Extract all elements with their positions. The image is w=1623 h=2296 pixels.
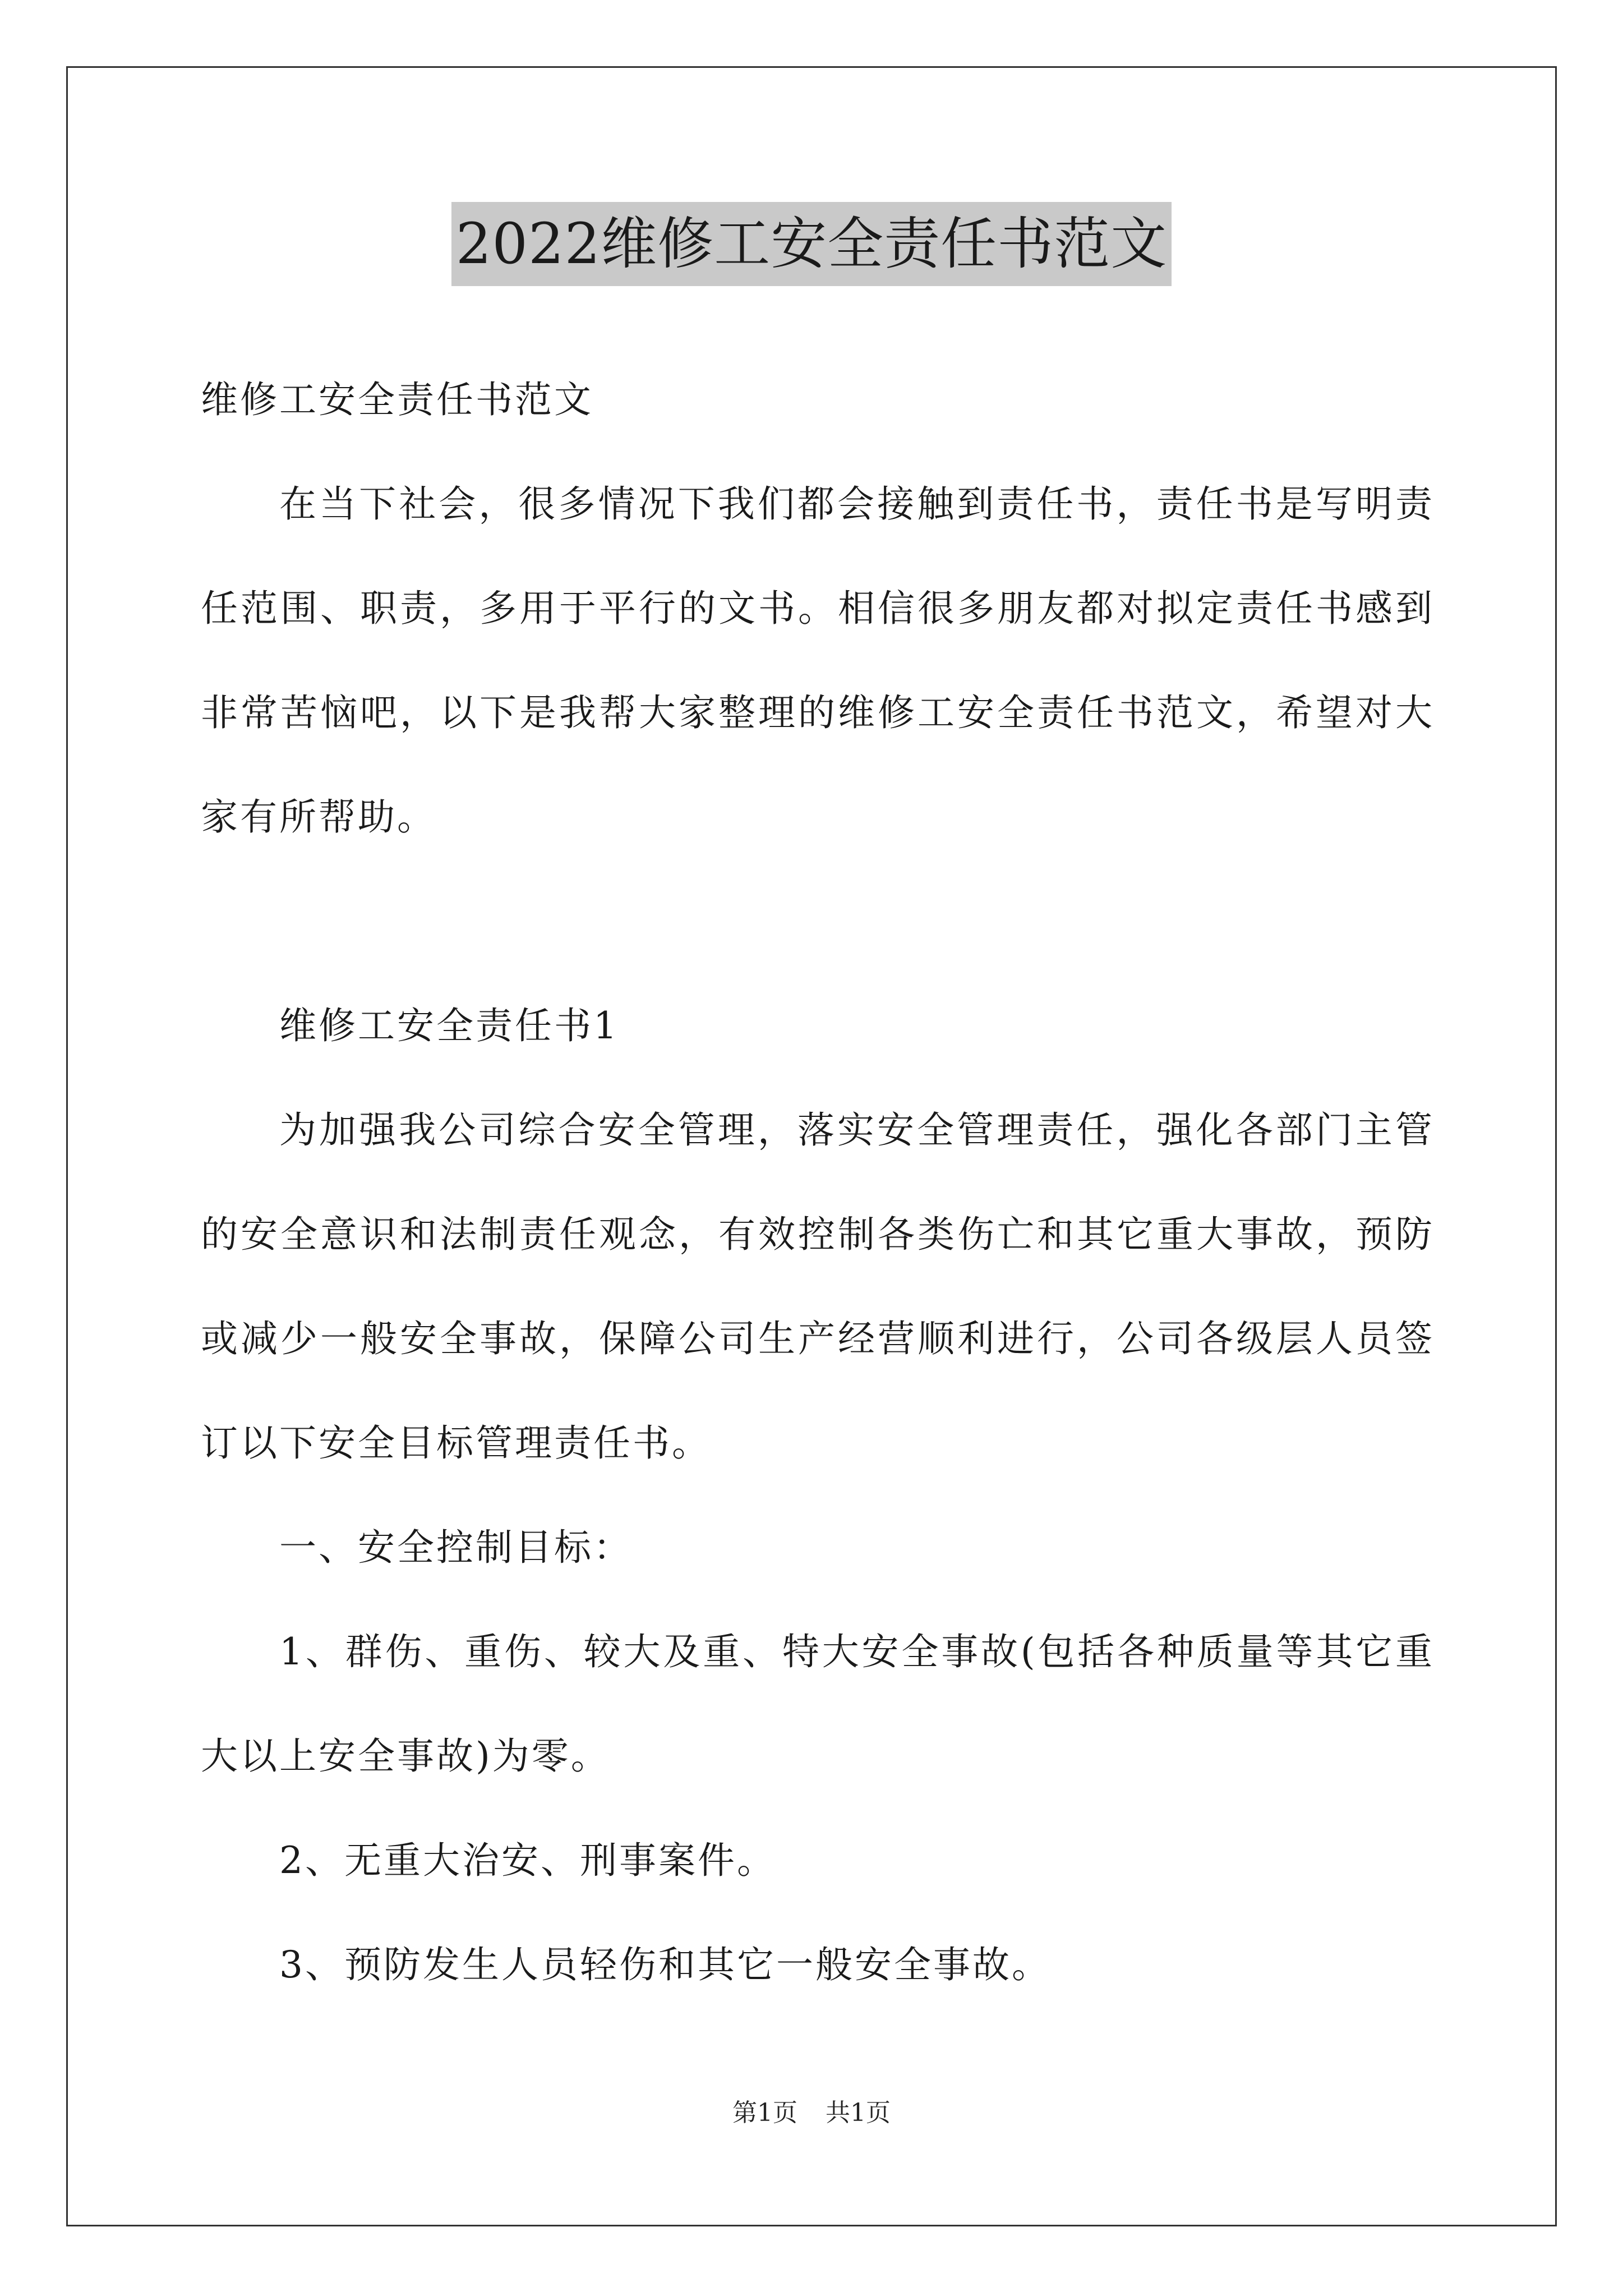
page-footer [0, 2092, 1623, 2128]
goal-item: 2、无重大治安、刑事案件。 [279, 1839, 776, 1882]
section-paragraph: 为加强我公司综合安全管理，落实安全管理责任，强化各部门主管的安全意识和法制责任观念，有效控制各类伤亡和其它重大事故，预防或减少一般安全事故，保障公司生产经营顺利进行，公司各级层人员签订以下安全目标管理责任书。 [201, 1108, 1435, 1465]
goal-item: 1、群伤、重伤、较大及重、特大安全事故(包括各种质量等其它重大以上安全事故)为零。 [201, 1630, 1435, 1778]
spacer [201, 869, 1435, 974]
goals-heading: 一、安全控制目标： [279, 1526, 633, 1569]
section-heading: 维修工安全责任书1 [279, 1004, 619, 1047]
goal-item: 3、预防发生人员轻伤和其它一般安全事故。 [279, 1943, 1051, 1986]
intro-paragraph: 在当下社会，很多情况下我们都会接触到责任书，责任书是写明责任范围、职责，多用于平行的文书。相信很多朋友都对拟定责任书感到非常苦恼吧，以下是我帮大家整理的维修工安全责任书范文，希望对大家有所帮助。 [201, 482, 1435, 839]
page-number: 第1页 [732, 2099, 797, 2127]
document-body [201, 348, 1435, 2017]
page-total: 共1页 [826, 2099, 891, 2127]
title-container [0, 202, 1623, 286]
document-title: 2022维修工安全责任书范文 [451, 202, 1172, 286]
subtitle: 维修工安全责任书范文 [201, 378, 593, 421]
